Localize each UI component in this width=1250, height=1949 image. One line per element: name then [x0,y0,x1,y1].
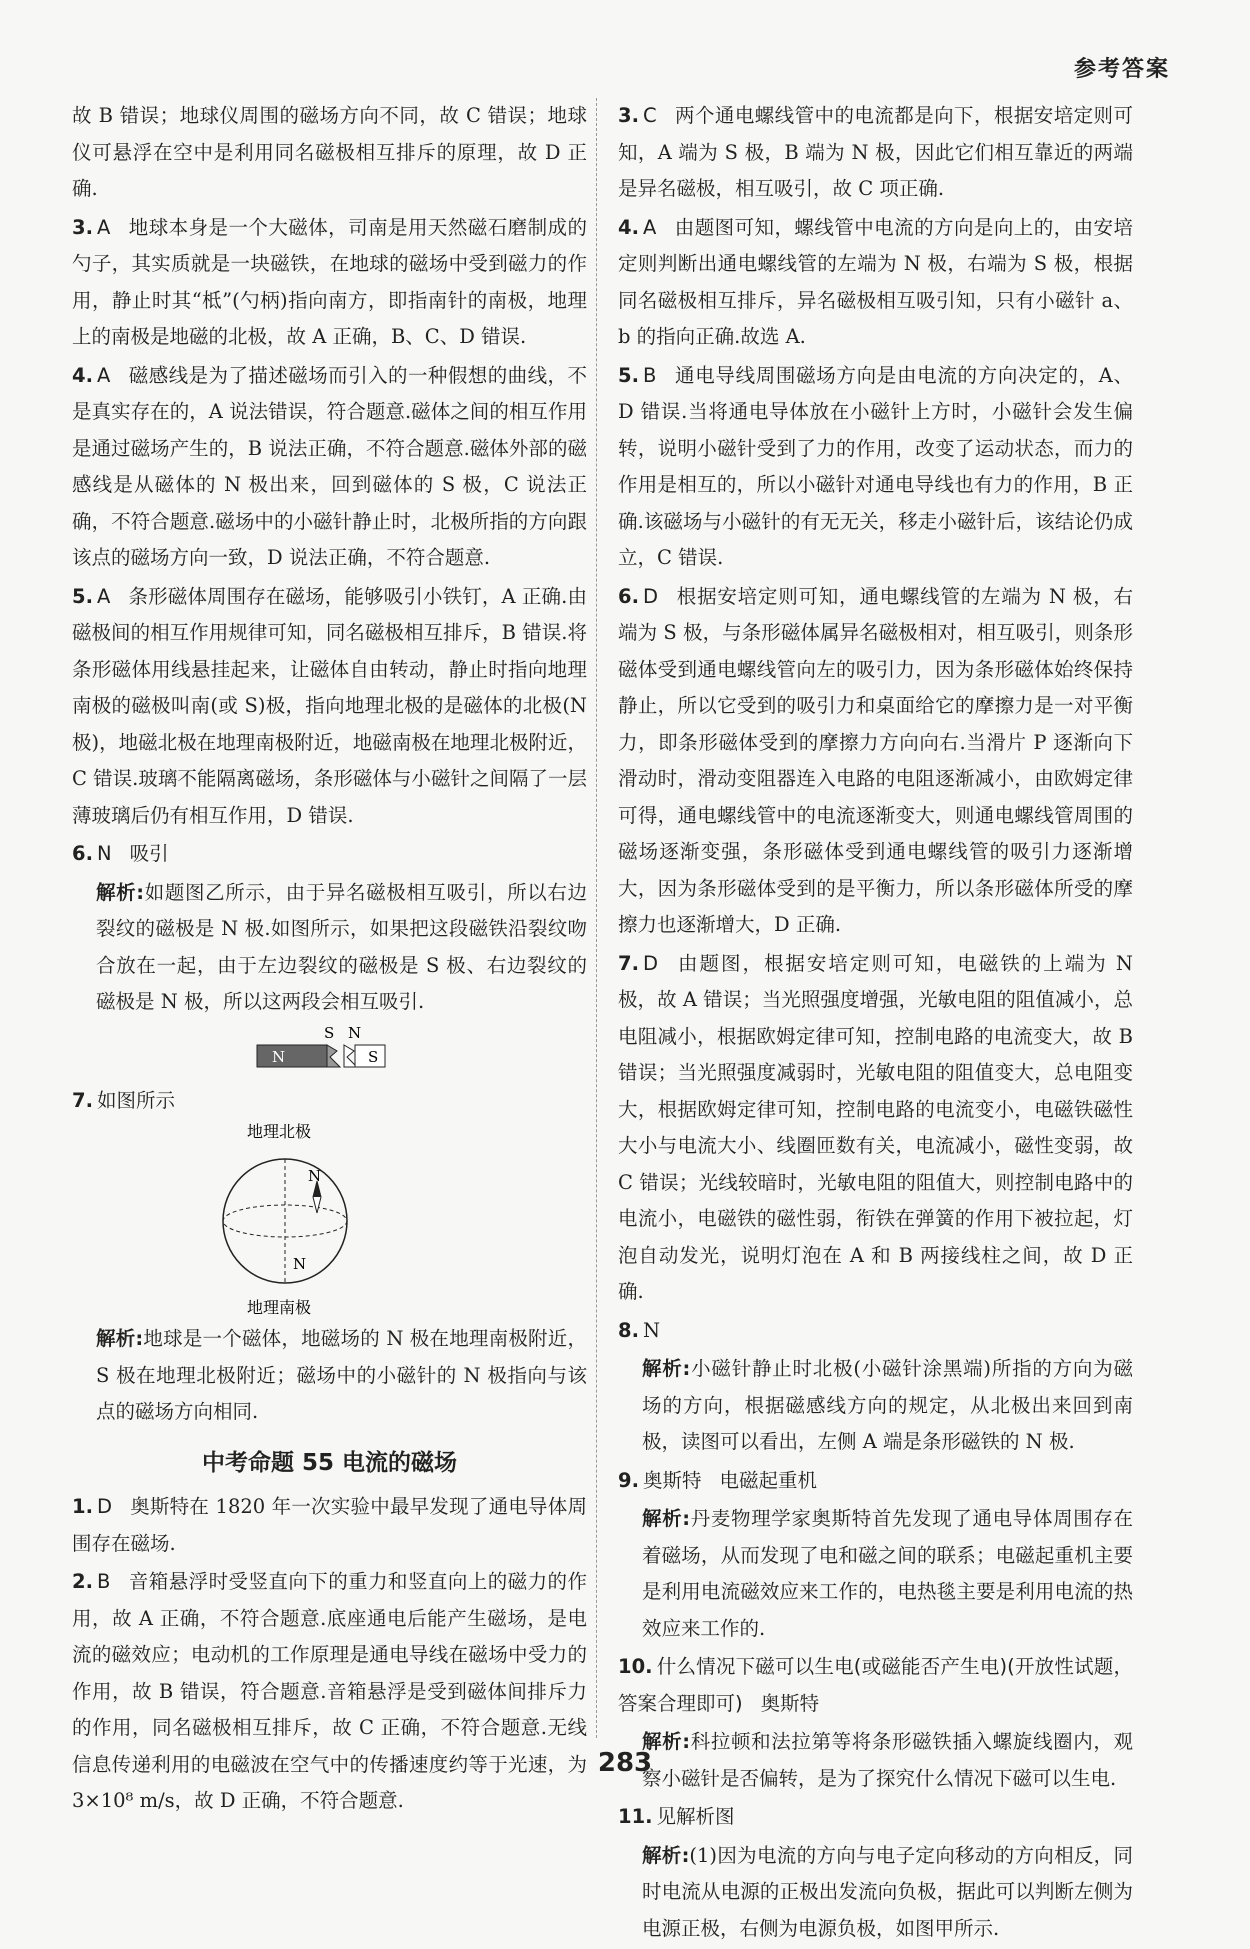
analysis-6: 解析:如题图乙所示，由于异名磁极相互吸引，所以右边裂纹的磁极是 N 极.如图所示，如果把这段磁铁沿裂纹吻合放在一起，由于左边裂纹的磁极是 S 极、右边裂纹的磁极是 N 极，所以这两段会相互吸引. [96,880,587,1013]
label-s-right: S [368,1047,379,1066]
column-divider [596,98,597,1738]
section-item-7: 7. D 由题图，根据安培定则可知，电磁铁的上端为 N 极，故 A 错误；当光照强度增强，光敏电阻的阻值减小，总电阻减小，根据欧姆定律可知，控制电路的电流变大，故 B 错误；当光照强度减弱时，光敏电阻的阻值变大，总电阻变大，根据欧姆定律可知，控制电路的电流变小，电磁铁磁性大小与电流大小、线圈匝数有关，电流减小，磁性变弱，故 C 错误；光线较暗时，光敏电阻的阻值大，则控制电路中的电流小，电磁铁的磁性弱，衔铁在弹簧的作用下被拉起，灯泡自动发光，说明灯泡在 A 和 B 两接线柱之间，故 D 正确. [618,951,1133,1303]
page-number: 283 [597,1748,653,1778]
section-item-11: 11. 见解析图 [618,1805,735,1828]
header-title: 参考答案 [1073,57,1170,82]
label-n-left: N [272,1047,286,1066]
right-column [618,98,1133,1949]
analysis-9: 解析:丹麦物理学家奥斯特首先发现了通电导体周围存在着磁场，从而发现了电和磁之间的联系；电磁起重机主要是利用电流磁效应来工作的，电热毯主要是利用电流的热效应来工作的. [642,1507,1133,1640]
section-item-4: 4. A 由题图可知，螺线管中电流的方向是向上的，由安培定则判断出通电螺线管的左端为 N 极，右端为 S 极，根据同名磁极相互排斥，异名磁极相互吸引知，只有小磁针 a、b 的指向正确.故选 A. [618,215,1133,348]
answer-item-6: 6. N 吸引 [72,842,169,865]
section-item-5: 5. B 通电导线周围磁场方向是由电流的方向决定的，A、D 错误.当将通电导体放在小磁针上方时，小磁针会发生偏转，说明小磁针受到了力的作用，改变了运动状态，而力的作用是相互的，所以小磁针对通电导线也有力的作用，B 正确.该磁场与小磁针的有无无关，移走小磁针后，该结论仍成立，C 错误. [618,363,1133,569]
intro-text: 故 B 错误；地球仪周围的磁场方向不同，故 C 错误；地球仪可悬浮在空中是利用同名磁极相互排斥的原理，故 D 正确. [72,104,587,200]
analysis-8: 解析:小磁针静止时北极(小磁针涂黑端)所指的方向为磁场的方向，根据磁感线方向的规定，从北极出来回到南极，读图可以看出，左侧 A 端是条形磁铁的 N 极. [642,1357,1133,1453]
analysis-7: 解析:地球是一个磁体，地磁场的 N 极在地理南极附近，S 极在地理北极附近；磁场中的小磁针的 N 极指向与该点的磁场方向相同. [96,1327,587,1423]
answer-item-3: 3. A 地球本身是一个大磁体，司南是用天然磁石磨制成的勺子，其实质就是一块磁铁，在地球的磁场中受到磁力的作用，静止时其“柢”(勺柄)指向南方，即指南针的南极，地理上的南极是地磁的北极，故 A 正确，B、C、D 错误. [72,215,587,348]
label-geographic-south: 地理南极 [247,1298,312,1317]
magnet-crack-figure [72,1023,587,1083]
analysis-11: 解析:(1)因为电流的方向与电子定向移动的方向相反，同时电流从电源的正极出发流向负极，据此可以判断左侧为电源正极，右侧为电源负极，如图甲所示. [642,1843,1133,1940]
section-item-9: 9. 奥斯特 电磁起重机 [618,1468,818,1492]
label-s-top: S [324,1023,335,1042]
magnet-left-half [257,1045,327,1067]
label-geographic-north: 地理北极 [247,1122,312,1141]
section-title: 中考命题 55 电流的磁场 [201,1449,458,1476]
answer-item-5: 5. A 条形磁体周围存在磁场，能够吸引小铁钉，A 正确.由磁极间的相互作用规律可知，同名磁极相互排斥，B 错误.将条形磁体用线悬挂起来，让磁体自由转动，静止时指向地理南极的磁极叫南(或 S)极，指向地理北极的是磁体的北极(N 极)，地磁北极在地理南极附近，地磁南极在地理北极附近，C 错误.玻璃不能隔离磁场，条形磁体与小磁针之间隔了一层薄玻璃后仍有相互作用，D 错误. [72,584,587,827]
answer-item-4: 4. A 磁感线是为了描述磁场而引入的一种假想的曲线，不是真实存在的，A 说法错误，符合题意.磁体之间的相互作用是通过磁场产生的，B 说法正确，不符合题意.磁体外部的磁感线是从磁体的 N 极出来，回到磁体的 S 极，C 说法正确，不符合题意.磁场中的小磁针静止时，北极所指的方向跟该点的磁场方向一致，D 说法正确，不符合题意. [72,363,587,569]
earth-magnet-figure [72,1121,587,1321]
section-item-2: 2. B 音箱悬浮时受竖直向下的重力和竖直向上的磁力的作用，故 A 正确，不符合题意.底座通电后能产生磁场，是电流的磁效应；电动机的工作原理是通电导线在磁场中受力的作用，故 B 错误，符合题意.音箱悬浮是受到磁体间排斥力的作用，同名磁极相互排斥，故 C 正确，不符合题意.无线信息传递利用的电磁波在空气中的传播速度约等于光速，为 3×10⁸ m/s，故 D 正确，不符合题意. [72,1570,587,1812]
section-item-8: 8. N [618,1318,661,1342]
section-item-6: 6. D 根据安培定则可知，通电螺线管的左端为 N 极，右端为 S 极，与条形磁体属异名磁极相对，相互吸引，则条形磁体受到通电螺线管向左的吸引力，因为条形磁体始终保持静止，所以它受到的吸引力和桌面给它的摩擦力是一对平衡力，即条形磁体受到的摩擦力方向向右.当滑片 P 逐渐向下滑动时，滑动变阻器连入电路的电阻逐渐减小，由欧姆定律可得，通电螺线管中的电流逐渐变大，则通电螺线管周围的磁场逐渐变强，条形磁体受到通电螺线管的吸引力逐渐增大，因为条形磁体受到的是平衡力，所以条形磁体所受的摩擦力也逐渐增大，D 正确. [618,584,1133,936]
label-needle-n: N [308,1167,322,1185]
section-item-3: 3. C 两个通电螺线管中的电流都是向下，根据安培定则可知，A 端为 S 极，B 端为 N 极，因此它们相互靠近的两端是异名磁极，相互吸引，故 C 项正确. [618,104,1133,200]
label-n-top: N [348,1023,362,1042]
section-item-1: 1. D 奥斯特在 1820 年一次实验中最早发现了通电导体周围存在磁场. [72,1495,587,1555]
label-pole-n: N [293,1255,307,1273]
left-column [72,98,587,1822]
analysis-10: 解析:科拉顿和法拉第等将条形磁铁插入螺旋线圈内，观察小磁针是否偏转，是为了探究什么情况下磁可以生电. [642,1730,1133,1790]
answer-item-7: 7. 如图所示 [72,1088,175,1112]
section-item-10: 10. 什么情况下磁可以生电(或磁能否产生电)(开放性试题，答案合理即可) 奥斯特 [618,1655,1133,1715]
